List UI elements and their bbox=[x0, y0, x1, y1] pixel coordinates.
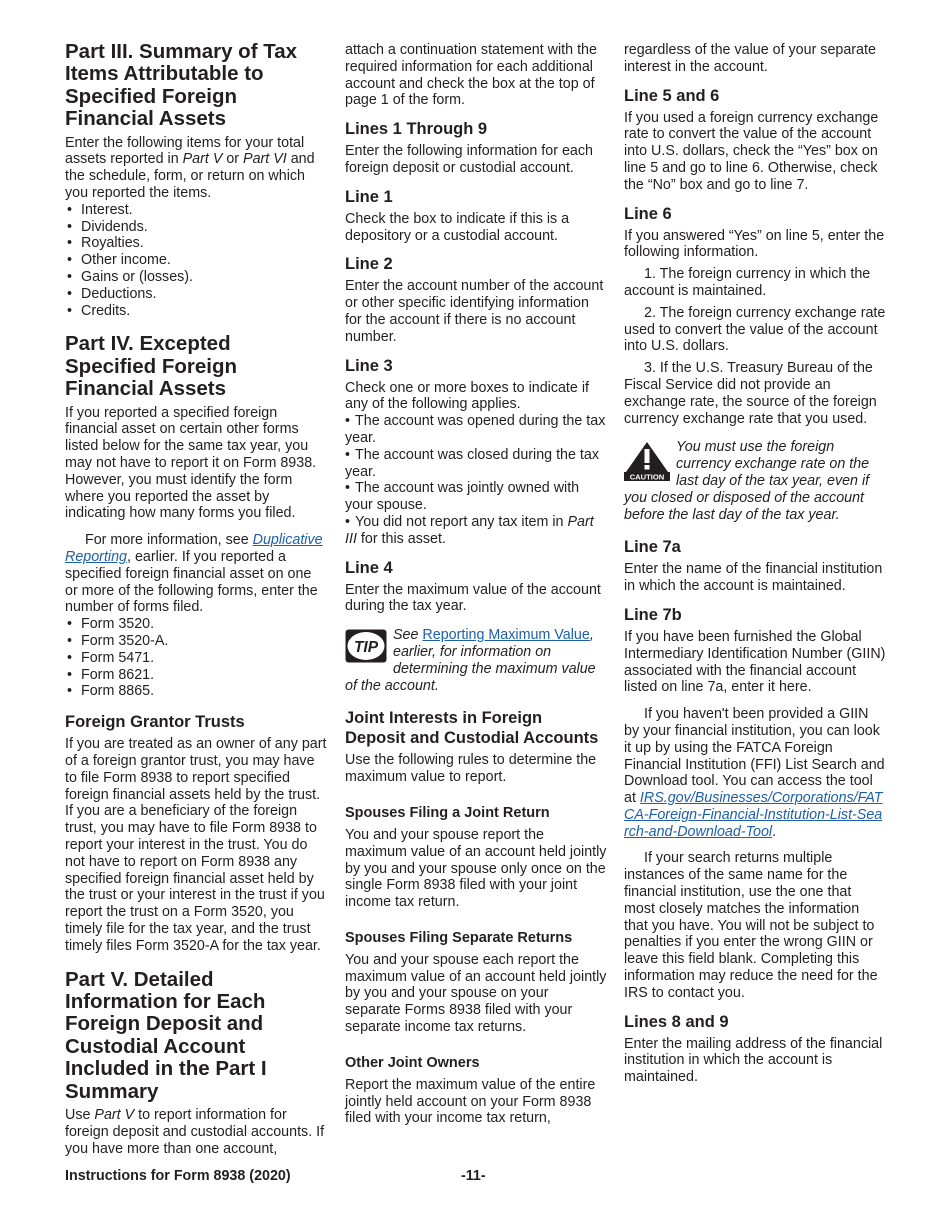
part4-paragraph: If you reported a specified foreign financial asset on certain other forms listed below for the same tax year, you may not have to report it on Form 8938. However, you must identify the form where you reported the asset by indicating how many forms you filed. bbox=[65, 404, 317, 522]
tip-note: TIP See Reporting Maximum Value, earlier, for information on determining the maximum value of the account. bbox=[345, 627, 596, 694]
list-item: • Dividends. bbox=[65, 219, 327, 236]
line-4-paragraph: Enter the maximum value of the account during the tax year. bbox=[345, 581, 601, 615]
list-item: • Form 8621. bbox=[65, 667, 327, 684]
line-3-bullet: • You did not report any tax item in Part III for this asset. bbox=[345, 513, 594, 547]
part4-heading: Part IV. Excepted Specified Foreign Financial Assets bbox=[65, 332, 237, 401]
list-item: • Royalties. bbox=[65, 235, 327, 252]
line-7b-giin-lookup: If you haven't been provided a GIIN by your financial institution, you can look it up by using the FATCA Foreign Financial Institution (FFI) List Search and Download tool. You can access the tool at IRS.gov/Businesses/Corporations/FATCA-Foreign-Financial-Institution-List-Search-and-Download-Tool. bbox=[624, 706, 885, 840]
line-6-item: 3. If the U.S. Treasury Bureau of the Fiscal Service did not provide an exchange rate, the source of the foreign currency exchange rate that you used. bbox=[624, 360, 877, 427]
part4-form-list bbox=[65, 616, 327, 700]
list-item: • Gains or (losses). bbox=[65, 269, 327, 286]
reporting-maximum-value-link[interactable]: Reporting Maximum Value bbox=[422, 627, 590, 644]
line-2-heading: Line 2 bbox=[345, 255, 393, 274]
line-3-bullet: • The account was opened during the tax year. bbox=[345, 413, 606, 446]
tip-icon bbox=[345, 629, 387, 668]
column-right bbox=[624, 40, 886, 1086]
svg-text:CAUTION: CAUTION bbox=[629, 472, 665, 482]
svg-text:TIP: TIP bbox=[353, 639, 379, 657]
spouses-separate-returns-heading: Spouses Filing Separate Returns bbox=[345, 929, 573, 946]
spouses-separate-returns-paragraph: You and your spouse each report the maximum value of an account held jointly by you and your spouse on your separate Forms 8938 filed with your separate income tax returns. bbox=[345, 951, 607, 1036]
list-item: • Deductions. bbox=[65, 286, 327, 303]
lines-8-9-heading: Lines 8 and 9 bbox=[624, 1012, 729, 1031]
part5-heading: Part V. Detailed Information for Each Foreign Deposit and Custodial Account Included in the Part I Summary bbox=[65, 967, 267, 1103]
footer-page-number: -11- bbox=[461, 1168, 486, 1184]
caution-icon bbox=[624, 441, 670, 486]
line-7a-heading: Line 7a bbox=[624, 538, 681, 557]
list-item: • Form 3520. bbox=[65, 616, 327, 633]
spouses-joint-return-heading: Spouses Filing a Joint Return bbox=[345, 804, 550, 821]
list-item: • Form 8865. bbox=[65, 683, 327, 700]
joint-interests-heading: Joint Interests in Foreign Deposit and Custodial Accounts bbox=[345, 709, 599, 748]
line-6-item: 1. The foreign currency in which the account is maintained. bbox=[624, 266, 871, 299]
line-3-heading: Line 3 bbox=[345, 356, 393, 375]
line-5-6-heading: Line 5 and 6 bbox=[624, 86, 720, 105]
line-6-heading: Line 6 bbox=[624, 204, 672, 223]
line-2-paragraph: Enter the account number of the account or other specific identifying information for the account if there is no account number. bbox=[345, 278, 604, 345]
other-joint-owners-heading: Other Joint Owners bbox=[345, 1054, 480, 1071]
line-6-paragraph: If you answered “Yes” on line 5, enter the following information. bbox=[624, 227, 885, 261]
line-3-bullet: • The account was closed during the tax year. bbox=[345, 446, 599, 480]
lines-1-9-paragraph: Enter the following information for each foreign deposit or custodial account. bbox=[345, 143, 593, 176]
line-4-heading: Line 4 bbox=[345, 558, 393, 577]
other-joint-owners-paragraph: Report the maximum value of the entire jointly held account on your Form 8938 filed with your income tax return, bbox=[345, 1076, 596, 1127]
joint-interests-paragraph: Use the following rules to determine the maximum value to report. bbox=[345, 752, 597, 786]
line-7a-paragraph: Enter the name of the financial institution in which the account is maintained. bbox=[624, 561, 883, 595]
list-item: • Interest. bbox=[65, 202, 327, 219]
part3-intro: Enter the following items for your total assets reported in Part V or Part VI and the schedule, form, or return on which you reported the items. bbox=[65, 134, 315, 202]
line-3-paragraph: Check one or more boxes to indicate if any of the following applies. bbox=[345, 379, 589, 413]
line-5-6-paragraph: If you used a foreign currency exchange rate to convert the value of the account into U.S. dollars, check the “Yes” box on line 5 and go to line 6. Otherwise, check the “No” box and go to line 7. bbox=[624, 109, 879, 193]
part5-paragraph: Use Part V to report information for foreign deposit and custodial accounts. If you have more than one account, bbox=[65, 1106, 325, 1157]
list-item: • Form 3520-A. bbox=[65, 633, 327, 650]
list-item: • Form 5471. bbox=[65, 650, 327, 667]
line-7b-paragraph: If you have been furnished the Global Intermediary Identification Number (GIIN) associated with the financial account listed on line 7a, enter it here. bbox=[624, 628, 886, 696]
fatca-ffi-list-link[interactable]: IRS.gov/Businesses/Corporations/FATCA-Foreign-Financial-Institution-List-Search-and-Download-Tool bbox=[624, 790, 883, 840]
lines-1-9-heading: Lines 1 Through 9 bbox=[345, 120, 488, 139]
line-1-heading: Line 1 bbox=[345, 187, 393, 206]
list-item: • Credits. bbox=[65, 303, 327, 320]
line-6-item: 2. The foreign currency exchange rate used to convert the value of the account into U.S. dollars. bbox=[624, 304, 886, 355]
list-item: • Other income. bbox=[65, 252, 327, 269]
continuation-paragraph: attach a continuation statement with the required information for each additional account and check the box at the top of page 1 of the form. bbox=[345, 42, 597, 109]
lines-8-9-paragraph: Enter the mailing address of the financial institution in which the account is maintained. bbox=[624, 1035, 883, 1086]
part4-more-info: For more information, see Duplicative Reporting, earlier. If you reported a specified foreign financial asset on one or more of the following forms, enter the number of forms filed. bbox=[65, 532, 323, 616]
part3-item-list bbox=[65, 202, 327, 320]
column-left bbox=[65, 40, 327, 1157]
foreign-grantor-trusts-paragraph: If you are treated as an owner of any part of a foreign grantor trust, you may have to file Form 8938 to report specified foreign financial assets held by the trust. If you are a beneficiary of the foreign trust, you may have to file Form 8938 to report your interest in the trust. You do not have to report on Form 8938 any specified foreign financial asset held by the trust or your interest in the trust if you report the trust on a Form 3520, you timely file for the tax year, and the trust timely files Form 3520-A for the tax year. bbox=[65, 736, 327, 954]
line-3-bullet: • The account was jointly owned with your spouse. bbox=[345, 480, 580, 514]
duplicative-reporting-link[interactable]: Duplicative Reporting bbox=[65, 532, 323, 565]
part3-heading: Part III. Summary of Tax Items Attributable to Specified Foreign Financial Assets bbox=[65, 40, 298, 131]
continuation-paragraph: regardless of the value of your separate interest in the account. bbox=[624, 42, 876, 75]
spouses-joint-return-paragraph: You and your spouse report the maximum value of an account held jointly by you and your spouse only once on the single Form 8938 filed with your joint income tax return. bbox=[345, 826, 607, 911]
foreign-grantor-trusts-heading: Foreign Grantor Trusts bbox=[65, 713, 245, 732]
line-1-paragraph: Check the box to indicate if this is a depository or a custodial account. bbox=[345, 210, 570, 244]
line-7b-heading: Line 7b bbox=[624, 605, 682, 624]
footer-form-name: Instructions for Form 8938 (2020) bbox=[65, 1168, 291, 1184]
caution-note: CAUTION You must use the foreign currency exchange rate on the last day of the tax year, even if you closed or disposed of the account before the last day of the tax year. bbox=[624, 439, 870, 523]
line-7b-search-paragraph: If your search returns multiple instances of the same name for the financial institution, use the one that most closely matches the information that you have. You will not be subject to penalties if you enter the wrong GIIN or leave this field blank. Completing this information may reduce the need for the IRS to contact you. bbox=[624, 850, 878, 1001]
column-middle bbox=[345, 40, 607, 1127]
